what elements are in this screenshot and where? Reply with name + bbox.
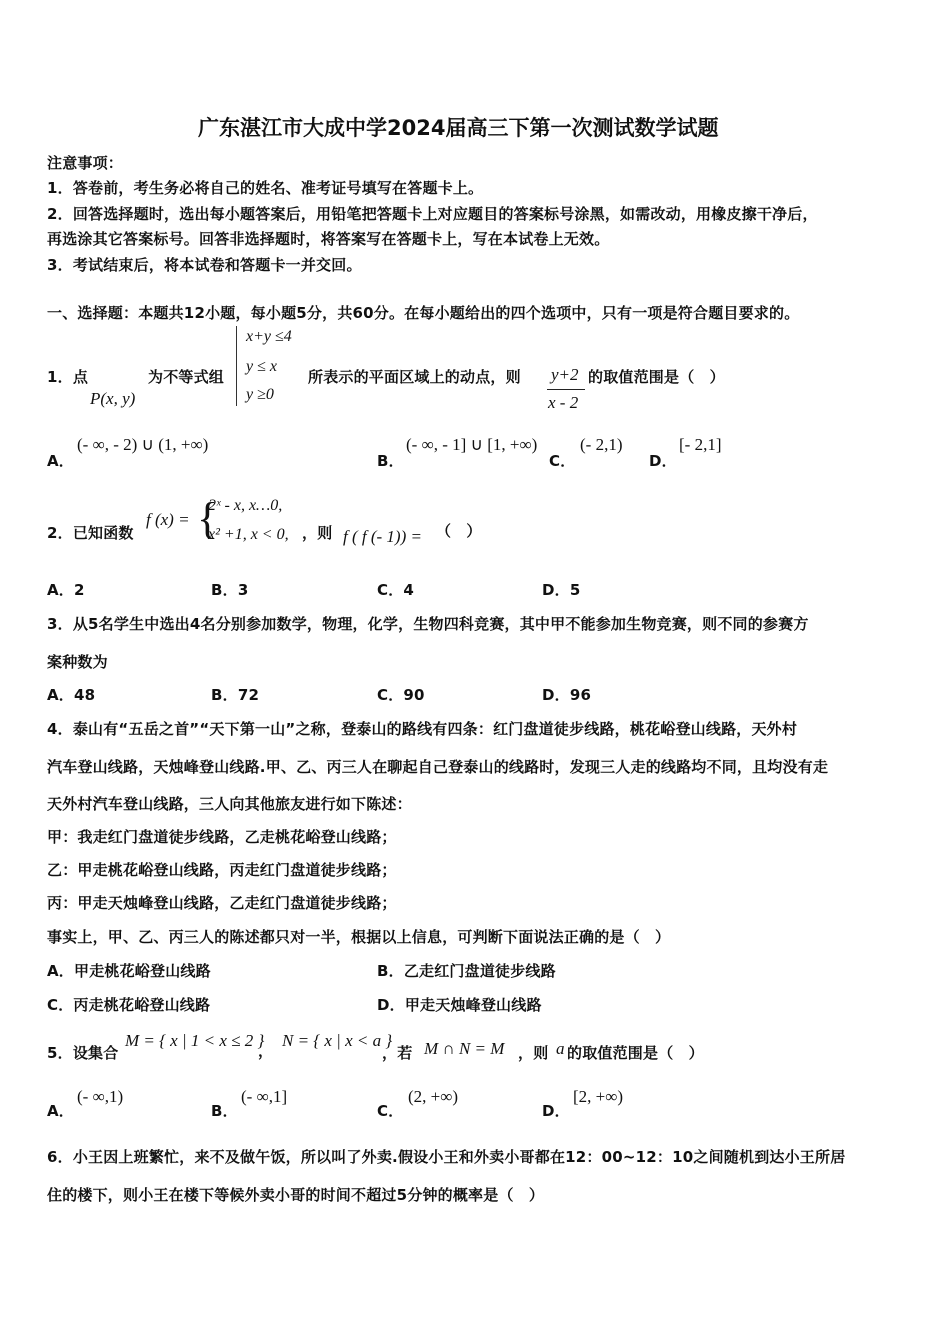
page-title: 广东湛江市大成中学2024届高三下第一次测试数学试题 bbox=[198, 116, 719, 140]
q2-function: f (x) = bbox=[146, 510, 190, 529]
q3-option-c: C．90 bbox=[377, 686, 425, 704]
q5-option-b: (- ∞,1] bbox=[241, 1087, 288, 1106]
q5-set-n: N = { x | x < a } bbox=[282, 1031, 393, 1050]
q1-option-b: (- ∞, - 1] ∪ [1, +∞) bbox=[406, 435, 538, 454]
q1-frac-num: y+2 bbox=[551, 365, 579, 384]
q1-option-d: [- 2,1] bbox=[679, 435, 722, 454]
q1-mid: 为不等式组 bbox=[148, 368, 225, 386]
q6-line: 6．小王因上班繁忙，来不及做午饭，所以叫了外卖.假设小王和外卖小哥都在12：00~12：10之间随机到达小王所居 bbox=[47, 1148, 846, 1166]
q2-case-2: x² +1, x < 0, bbox=[208, 526, 289, 543]
q4-line: 甲：我走红门盘道徒步线路，乙走桃花峪登山线路； bbox=[47, 828, 397, 846]
notice-heading: 注意事项： bbox=[47, 154, 124, 172]
q5-option-b-label: B． bbox=[211, 1102, 238, 1120]
q4-line: 4．泰山有“五岳之首”“天下第一山”之称，登泰山的路线有四条：红门盘道徒步线路，桃花峪登山线路，天外村 bbox=[47, 720, 798, 738]
section-heading: 一、选择题：本题共12小题，每小题5分，共60分。在每小题给出的四个选项中，只有一项是符合题目要求的。 bbox=[47, 304, 800, 322]
q2-case-1: 2ˣ - x, x…0, bbox=[208, 497, 283, 514]
q4-option-d: D．甲走天烛峰登山线路 bbox=[377, 996, 542, 1014]
q1-frac-den: x - 2 bbox=[548, 393, 579, 412]
q4-line: 汽车登山线路，天烛峰登山线路.甲、乙、丙三人在聊起自己登泰山的线路时，发现三人走的线路均不同，且均没有走 bbox=[47, 758, 829, 776]
q2-prefix: 2．已知函数 bbox=[47, 524, 134, 542]
q2-option-a: A．2 bbox=[47, 581, 85, 599]
q5-tail: 的取值范围是（ ） bbox=[567, 1044, 704, 1062]
q4-line: 丙：甲走天烛峰登山线路，乙走红门盘道徒步线路； bbox=[47, 894, 397, 912]
q2-composition: f ( f (- 1)) = bbox=[343, 527, 422, 546]
q1-tail: 的取值范围是（ ） bbox=[588, 368, 725, 386]
q1-point: P(x, y) bbox=[90, 389, 136, 408]
q2-case-brace: { bbox=[197, 494, 219, 543]
q1-option-a: (- ∞, - 2) ∪ (1, +∞) bbox=[77, 435, 209, 454]
q2-option-b: B．3 bbox=[211, 581, 249, 599]
q5-variable-a: a bbox=[556, 1039, 565, 1058]
q5-option-a-label: A． bbox=[47, 1102, 75, 1120]
q5-option-d-label: D． bbox=[542, 1102, 570, 1120]
q5-option-c-label: C． bbox=[377, 1102, 404, 1120]
q5-ruo: ，若 bbox=[382, 1044, 413, 1062]
q5-prefix: 5．设集合 bbox=[47, 1044, 119, 1062]
q1-option-d-label: D． bbox=[649, 452, 677, 470]
q1-option-a-label: A． bbox=[47, 452, 75, 470]
q4-line: 乙：甲走桃花峪登山线路，丙走红门盘道徒步线路； bbox=[47, 861, 397, 879]
q4-line: 天外村汽车登山线路，三人向其他旅友进行如下陈述： bbox=[47, 795, 412, 813]
q4-line: 事实上，甲、乙、丙三人的陈述都只对一半，根据以上信息，可判断下面说法正确的是（ ） bbox=[47, 928, 671, 946]
q1-option-b-label: B． bbox=[377, 452, 404, 470]
q4-option-a: A．甲走桃花峪登山线路 bbox=[47, 962, 211, 980]
q2-option-d: D．5 bbox=[542, 581, 581, 599]
q1-ineq-3: y ≥0 bbox=[246, 386, 274, 403]
q2-then: ，则 bbox=[302, 524, 333, 542]
q2-tail: （ ） bbox=[436, 522, 482, 540]
q5-set-m: M = { x | 1 < x ≤ 2 } bbox=[125, 1031, 265, 1050]
q1-prefix: 1．点 bbox=[47, 368, 89, 386]
q4-option-c: C．丙走桃花峪登山线路 bbox=[47, 996, 211, 1014]
q3-option-a: A．48 bbox=[47, 686, 96, 704]
q1-ineq-2: y ≤ x bbox=[246, 358, 277, 375]
notice-item: 1．答卷前，考生务必将自己的姓名、准考证号填写在答题卡上。 bbox=[47, 179, 484, 197]
notice-item: 3．考试结束后，将本试卷和答题卡一并交回。 bbox=[47, 256, 362, 274]
q5-option-c: (2, +∞) bbox=[408, 1087, 459, 1106]
q1-system-brace bbox=[236, 326, 239, 406]
notice-item: 再选涂其它答案标号。回答非选择题时，将答案写在答题卡上，写在本试卷上无效。 bbox=[47, 230, 610, 248]
q5-condition: M ∩ N = M bbox=[424, 1039, 505, 1058]
q1-after: 所表示的平面区域上的动点，则 bbox=[308, 368, 521, 386]
q3-option-b: B．72 bbox=[211, 686, 260, 704]
q1-frac-bar bbox=[547, 389, 585, 390]
q4-option-b: B．乙走红门盘道徒步线路 bbox=[377, 962, 556, 980]
q5-option-d: [2, +∞) bbox=[573, 1087, 624, 1106]
q2-option-c: C．4 bbox=[377, 581, 415, 599]
q1-option-c-label: C． bbox=[549, 452, 576, 470]
q3-option-d: D．96 bbox=[542, 686, 592, 704]
q5-option-a: (- ∞,1) bbox=[77, 1087, 124, 1106]
q1-ineq-1: x+y ≤4 bbox=[246, 328, 292, 345]
q3-line: 案种数为 bbox=[47, 653, 108, 671]
q5-comma: ， bbox=[258, 1042, 274, 1060]
q1-option-c: (- 2,1) bbox=[580, 435, 623, 454]
q5-ze: ，则 bbox=[518, 1044, 549, 1062]
q3-line: 3．从5名学生中选出4名分别参加数学，物理，化学，生物四科竞赛，其中甲不能参加生物竞赛，则不同的参赛方 bbox=[47, 615, 809, 633]
q6-line: 住的楼下，则小王在楼下等候外卖小哥的时间不超过5分钟的概率是（ ） bbox=[47, 1186, 545, 1204]
notice-item: 2．回答选择题时，选出每小题答案后，用铅笔把答题卡上对应题目的答案标号涂黑，如需改动，用橡皮擦干净后， bbox=[47, 205, 818, 223]
